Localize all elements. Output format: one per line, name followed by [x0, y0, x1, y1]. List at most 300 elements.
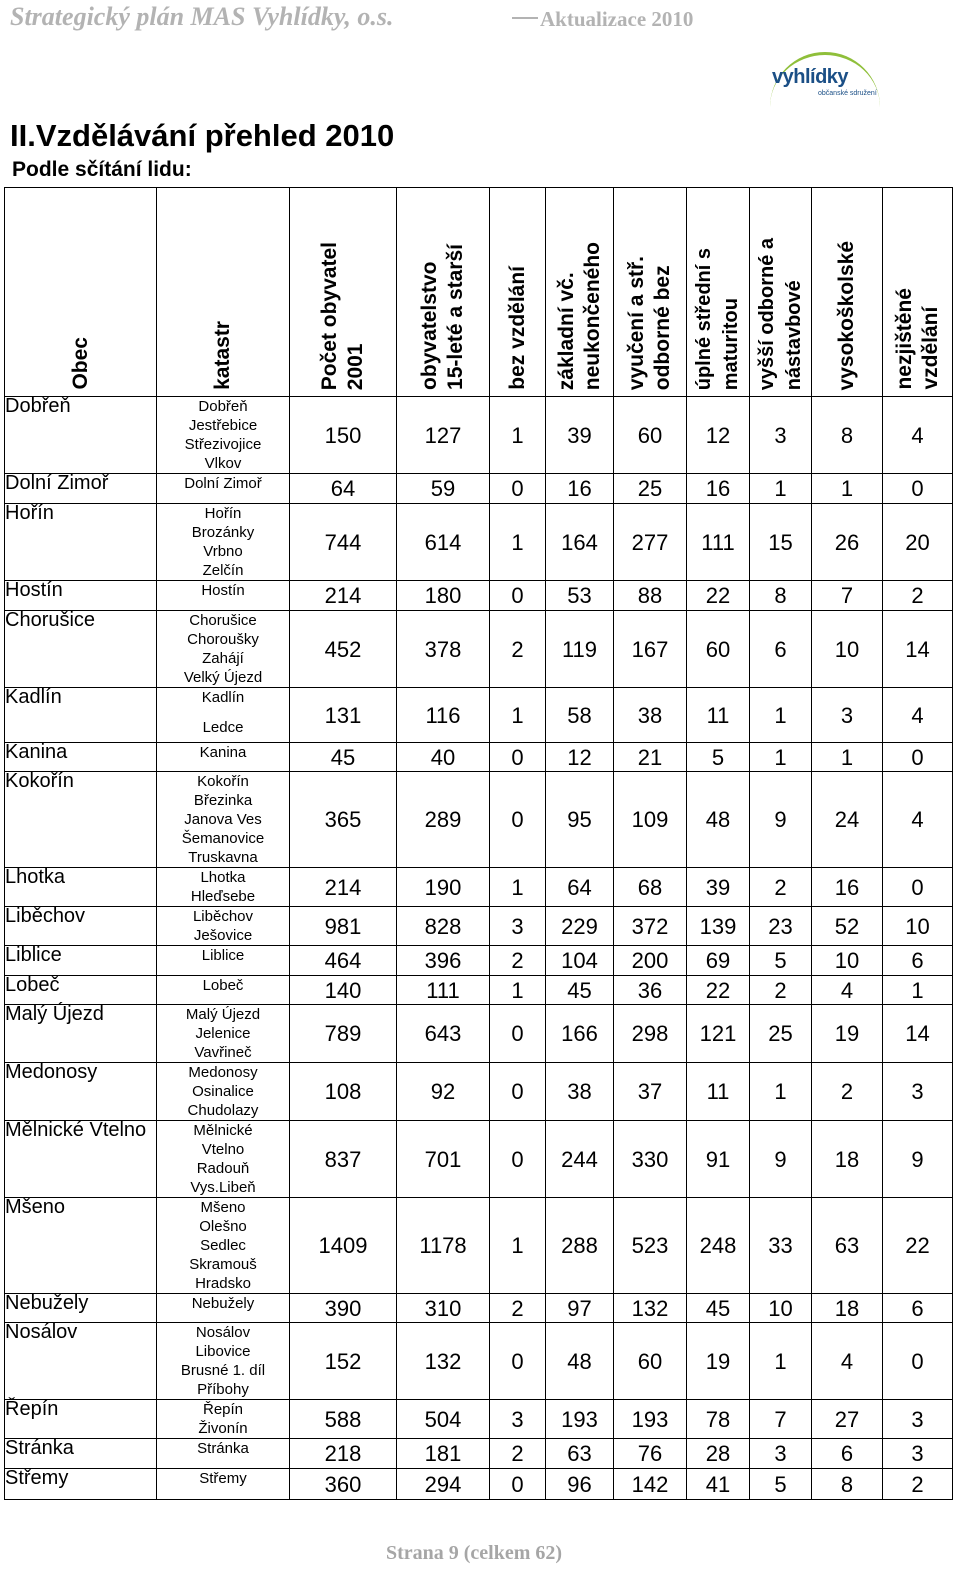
- basic-education-cell: 39: [546, 397, 614, 474]
- obec-cell: Kadlín: [5, 688, 157, 743]
- column-header-secondary: [687, 188, 750, 397]
- higher-vocational-cell: 23: [750, 907, 812, 946]
- header-label: vyšší odborné a nástavbové: [755, 237, 805, 390]
- secondary-maturita-cell: 22: [687, 581, 750, 611]
- vocational-cell: 88: [614, 581, 687, 611]
- adults-15-plus-cell: 40: [397, 743, 490, 772]
- katastr-cell: [157, 1005, 290, 1063]
- katastr-name: Olešno: [199, 1218, 247, 1235]
- obec-cell: Kokořín: [5, 772, 157, 868]
- katastr-name: Živonín: [198, 1420, 248, 1437]
- table-row: [5, 907, 953, 946]
- column-header-adults: [397, 188, 490, 397]
- katastr-cell: [157, 946, 290, 976]
- adults-15-plus-cell: 132: [397, 1323, 490, 1400]
- population-2001-cell: 214: [290, 581, 397, 611]
- no-education-cell: 1: [490, 397, 546, 474]
- higher-vocational-cell: 9: [750, 772, 812, 868]
- katastr-name: Chudolazy: [187, 1102, 259, 1119]
- higher-vocational-cell: 1: [750, 474, 812, 504]
- unknown-education-cell: 10: [883, 907, 953, 946]
- population-2001-cell: 981: [290, 907, 397, 946]
- katastr-cell: [157, 743, 290, 772]
- column-header-higher-vocational: [750, 188, 812, 397]
- obec-cell: Nosálov: [5, 1323, 157, 1400]
- unknown-education-cell: 6: [883, 1294, 953, 1323]
- table-row: [5, 474, 953, 504]
- katastr-name: Šemanovice: [181, 830, 265, 847]
- adults-15-plus-cell: 504: [397, 1400, 490, 1439]
- university-cell: 19: [812, 1005, 883, 1063]
- katastr-name: Brusné 1. díl: [180, 1362, 266, 1379]
- katastr-name: Jestřebice: [188, 417, 258, 434]
- katastr-name: Kanina: [199, 744, 247, 761]
- obec-cell: Hořín: [5, 504, 157, 581]
- logo-tagline: občanské sdružení: [818, 90, 877, 97]
- katastr-cell: [157, 611, 290, 688]
- katastr-cell: [157, 1063, 290, 1121]
- university-cell: 3: [812, 688, 883, 743]
- table-row: [5, 688, 953, 743]
- table-row: [5, 868, 953, 907]
- katastr-name: Mělnické: [193, 1122, 253, 1139]
- basic-education-cell: 164: [546, 504, 614, 581]
- obec-cell: Řepín: [5, 1400, 157, 1439]
- population-2001-cell: 131: [290, 688, 397, 743]
- obec-cell: Mšeno: [5, 1198, 157, 1294]
- population-2001-cell: 360: [290, 1469, 397, 1500]
- obec-cell: Střemy: [5, 1469, 157, 1500]
- katastr-name: Liblice: [201, 947, 245, 964]
- katastr-name: Liběchov: [192, 908, 254, 925]
- obec-cell: Mělnické Vtelno: [5, 1121, 157, 1198]
- unknown-education-cell: 1: [883, 976, 953, 1005]
- population-2001-cell: 218: [290, 1439, 397, 1469]
- population-2001-cell: 588: [290, 1400, 397, 1439]
- university-cell: 1: [812, 474, 883, 504]
- section-subheading: Podle sčítání lidu:: [12, 158, 192, 181]
- katastr-cell: [157, 1400, 290, 1439]
- basic-education-cell: 104: [546, 946, 614, 976]
- vocational-cell: 132: [614, 1294, 687, 1323]
- secondary-maturita-cell: 28: [687, 1439, 750, 1469]
- header-label: základní vč. neukončeného: [554, 241, 604, 390]
- column-header-no-education: [490, 188, 546, 397]
- table-row: [5, 1198, 953, 1294]
- table-row: [5, 1063, 953, 1121]
- vocational-cell: 277: [614, 504, 687, 581]
- katastr-name: Mšeno: [200, 1199, 246, 1216]
- university-cell: 8: [812, 1469, 883, 1500]
- no-education-cell: 0: [490, 772, 546, 868]
- higher-vocational-cell: 3: [750, 397, 812, 474]
- katastr-name: Vavřineč: [194, 1044, 252, 1061]
- no-education-cell: 2: [490, 1294, 546, 1323]
- higher-vocational-cell: 2: [750, 868, 812, 907]
- unknown-education-cell: 4: [883, 772, 953, 868]
- adults-15-plus-cell: 614: [397, 504, 490, 581]
- higher-vocational-cell: 3: [750, 1439, 812, 1469]
- table-row: [5, 504, 953, 581]
- basic-education-cell: 16: [546, 474, 614, 504]
- basic-education-cell: 244: [546, 1121, 614, 1198]
- katastr-cell: [157, 474, 290, 504]
- basic-education-cell: 64: [546, 868, 614, 907]
- table-row: [5, 946, 953, 976]
- katastr-name: Janova Ves: [184, 811, 262, 828]
- secondary-maturita-cell: 121: [687, 1005, 750, 1063]
- logo-name: vyhlídky: [772, 66, 849, 88]
- population-2001-cell: 152: [290, 1323, 397, 1400]
- basic-education-cell: 229: [546, 907, 614, 946]
- section-heading: II.Vzdělávání přehled 2010: [10, 118, 395, 153]
- secondary-maturita-cell: 12: [687, 397, 750, 474]
- table-row: [5, 743, 953, 772]
- obec-cell: Lhotka: [5, 868, 157, 907]
- secondary-maturita-cell: 78: [687, 1400, 750, 1439]
- header-label: úplné střední s maturitou: [693, 247, 742, 390]
- adults-15-plus-cell: 378: [397, 611, 490, 688]
- no-education-cell: 0: [490, 1323, 546, 1400]
- secondary-maturita-cell: 16: [687, 474, 750, 504]
- higher-vocational-cell: 10: [750, 1294, 812, 1323]
- secondary-maturita-cell: 45: [687, 1294, 750, 1323]
- obec-cell: Medonosy: [5, 1063, 157, 1121]
- no-education-cell: 0: [490, 474, 546, 504]
- adults-15-plus-cell: 92: [397, 1063, 490, 1121]
- population-2001-cell: 365: [290, 772, 397, 868]
- obec-cell: Lobeč: [5, 976, 157, 1005]
- population-2001-cell: 108: [290, 1063, 397, 1121]
- adults-15-plus-cell: 396: [397, 946, 490, 976]
- table-row: [5, 1005, 953, 1063]
- katastr-cell: [157, 772, 290, 868]
- population-2001-cell: 789: [290, 1005, 397, 1063]
- education-table: [4, 187, 953, 1500]
- unknown-education-cell: 3: [883, 1439, 953, 1469]
- katastr-name: Ledce: [202, 719, 244, 736]
- vocational-cell: 523: [614, 1198, 687, 1294]
- secondary-maturita-cell: 111: [687, 504, 750, 581]
- no-education-cell: 1: [490, 688, 546, 743]
- katastr-cell: [157, 397, 290, 474]
- no-education-cell: 0: [490, 1469, 546, 1500]
- vocational-cell: 200: [614, 946, 687, 976]
- vocational-cell: 68: [614, 868, 687, 907]
- higher-vocational-cell: 7: [750, 1400, 812, 1439]
- vocational-cell: 193: [614, 1400, 687, 1439]
- university-cell: 4: [812, 1323, 883, 1400]
- no-education-cell: 0: [490, 1063, 546, 1121]
- table-row: [5, 1469, 953, 1500]
- adults-15-plus-cell: 289: [397, 772, 490, 868]
- obec-cell: Malý Újezd: [5, 1005, 157, 1063]
- no-education-cell: 0: [490, 743, 546, 772]
- katastr-name: Radouň: [196, 1160, 250, 1177]
- column-header-basic: [546, 188, 614, 397]
- basic-education-cell: 38: [546, 1063, 614, 1121]
- basic-education-cell: 166: [546, 1005, 614, 1063]
- vocational-cell: 76: [614, 1439, 687, 1469]
- obec-cell: Stránka: [5, 1439, 157, 1469]
- katastr-cell: [157, 504, 290, 581]
- adults-15-plus-cell: 310: [397, 1294, 490, 1323]
- katastr-name: Hleďsebe: [190, 888, 256, 905]
- higher-vocational-cell: 9: [750, 1121, 812, 1198]
- table-row: [5, 611, 953, 688]
- population-2001-cell: 140: [290, 976, 397, 1005]
- higher-vocational-cell: 5: [750, 946, 812, 976]
- table-row: [5, 581, 953, 611]
- no-education-cell: 2: [490, 1439, 546, 1469]
- secondary-maturita-cell: 60: [687, 611, 750, 688]
- adults-15-plus-cell: 1178: [397, 1198, 490, 1294]
- basic-education-cell: 45: [546, 976, 614, 1005]
- document-header-subtitle: Aktualizace 2010: [540, 7, 694, 31]
- katastr-name: Jelenice: [195, 1025, 251, 1042]
- higher-vocational-cell: 25: [750, 1005, 812, 1063]
- adults-15-plus-cell: 180: [397, 581, 490, 611]
- university-cell: 16: [812, 868, 883, 907]
- header-label: vysokoškolské: [835, 240, 858, 390]
- higher-vocational-cell: 5: [750, 1469, 812, 1500]
- no-education-cell: 3: [490, 1400, 546, 1439]
- no-education-cell: 0: [490, 581, 546, 611]
- katastr-name: Libovice: [195, 1343, 251, 1360]
- document-header-title: Strategický plán MAS Vyhlídky, o.s.: [10, 2, 394, 31]
- header-label: obyvatelstvo 15-leté a starší: [418, 244, 467, 390]
- katastr-name: Lhotka: [200, 869, 246, 886]
- adults-15-plus-cell: 116: [397, 688, 490, 743]
- katastr-name: Dobřeň: [198, 398, 248, 415]
- university-cell: 24: [812, 772, 883, 868]
- no-education-cell: 2: [490, 611, 546, 688]
- secondary-maturita-cell: 11: [687, 1063, 750, 1121]
- population-2001-cell: 1409: [290, 1198, 397, 1294]
- vocational-cell: 38: [614, 688, 687, 743]
- column-header-unknown: [883, 188, 953, 397]
- university-cell: 10: [812, 946, 883, 976]
- secondary-maturita-cell: 248: [687, 1198, 750, 1294]
- katastr-name: Skramouš: [189, 1256, 257, 1273]
- column-header-university: [812, 188, 883, 397]
- unknown-education-cell: 0: [883, 868, 953, 907]
- university-cell: 7: [812, 581, 883, 611]
- vocational-cell: 37: [614, 1063, 687, 1121]
- katastr-name: Medonosy: [188, 1064, 258, 1081]
- vocational-cell: 25: [614, 474, 687, 504]
- katastr-name: Kokořín: [197, 773, 249, 790]
- table-row: [5, 1323, 953, 1400]
- university-cell: 27: [812, 1400, 883, 1439]
- katastr-name: Osinalice: [192, 1083, 254, 1100]
- unknown-education-cell: 22: [883, 1198, 953, 1294]
- column-header-obec: [5, 188, 157, 397]
- katastr-name: Hradsko: [195, 1275, 251, 1292]
- vocational-cell: 298: [614, 1005, 687, 1063]
- katastr-cell: [157, 1469, 290, 1500]
- population-2001-cell: 837: [290, 1121, 397, 1198]
- obec-cell: Kanina: [5, 743, 157, 772]
- adults-15-plus-cell: 294: [397, 1469, 490, 1500]
- university-cell: 18: [812, 1121, 883, 1198]
- basic-education-cell: 48: [546, 1323, 614, 1400]
- higher-vocational-cell: 15: [750, 504, 812, 581]
- secondary-maturita-cell: 48: [687, 772, 750, 868]
- katastr-name: Střemy: [199, 1470, 247, 1487]
- katastr-name: Březinka: [193, 792, 253, 809]
- katastr-name: Hostín: [201, 582, 245, 599]
- university-cell: 2: [812, 1063, 883, 1121]
- unknown-education-cell: 3: [883, 1400, 953, 1439]
- basic-education-cell: 119: [546, 611, 614, 688]
- katastr-cell: [157, 1198, 290, 1294]
- column-header-population: [290, 188, 397, 397]
- university-cell: 52: [812, 907, 883, 946]
- katastr-name: Choroušky: [187, 631, 259, 648]
- table-row: [5, 1400, 953, 1439]
- table-row: [5, 1294, 953, 1323]
- basic-education-cell: 193: [546, 1400, 614, 1439]
- higher-vocational-cell: 1: [750, 1323, 812, 1400]
- header-label: bez vzdělání: [505, 266, 529, 390]
- unknown-education-cell: 0: [883, 474, 953, 504]
- adults-15-plus-cell: 127: [397, 397, 490, 474]
- population-2001-cell: 744: [290, 504, 397, 581]
- katastr-name: Vlkov: [204, 455, 242, 472]
- vyhlidky-logo: [760, 52, 890, 102]
- obec-cell: Dolní Zimoř: [5, 474, 157, 504]
- katastr-name: Vys.Libeň: [190, 1179, 256, 1196]
- population-2001-cell: 390: [290, 1294, 397, 1323]
- obec-cell: Nebužely: [5, 1294, 157, 1323]
- vocational-cell: 372: [614, 907, 687, 946]
- column-header-vocational: [614, 188, 687, 397]
- katastr-cell: [157, 1294, 290, 1323]
- university-cell: 63: [812, 1198, 883, 1294]
- unknown-education-cell: 14: [883, 1005, 953, 1063]
- adults-15-plus-cell: 828: [397, 907, 490, 946]
- vocational-cell: 60: [614, 1323, 687, 1400]
- unknown-education-cell: 0: [883, 1323, 953, 1400]
- table-row: [5, 1439, 953, 1469]
- unknown-education-cell: 9: [883, 1121, 953, 1198]
- population-2001-cell: 214: [290, 868, 397, 907]
- university-cell: 10: [812, 611, 883, 688]
- katastr-name: Vrbno: [203, 543, 243, 560]
- table-body: [5, 397, 953, 1500]
- katastr-name: Brozánky: [191, 524, 255, 541]
- higher-vocational-cell: 8: [750, 581, 812, 611]
- population-2001-cell: 150: [290, 397, 397, 474]
- higher-vocational-cell: 33: [750, 1198, 812, 1294]
- secondary-maturita-cell: 91: [687, 1121, 750, 1198]
- adults-15-plus-cell: 190: [397, 868, 490, 907]
- vocational-cell: 60: [614, 397, 687, 474]
- katastr-name: Dolní Zimoř: [184, 475, 262, 492]
- header-label: nezjištěné vzdělání: [892, 288, 942, 390]
- katastr-name: Lobeč: [202, 977, 244, 994]
- adults-15-plus-cell: 111: [397, 976, 490, 1005]
- katastr-name: [157, 707, 289, 718]
- unknown-education-cell: 6: [883, 946, 953, 976]
- katastr-cell: [157, 907, 290, 946]
- katastr-cell: [157, 581, 290, 611]
- katastr-name: Řepín: [202, 1401, 244, 1418]
- no-education-cell: 2: [490, 946, 546, 976]
- basic-education-cell: 96: [546, 1469, 614, 1500]
- katastr-name: Kadlín: [201, 689, 245, 706]
- university-cell: 4: [812, 976, 883, 1005]
- katastr-cell: [157, 688, 290, 743]
- katastr-cell: [157, 868, 290, 907]
- page-footer: Strana 9 (celkem 62): [385, 1542, 563, 1564]
- katastr-name: Truskavna: [188, 849, 258, 866]
- secondary-maturita-cell: 5: [687, 743, 750, 772]
- katastr-name: Zahájí: [202, 650, 244, 667]
- table-row: [5, 397, 953, 474]
- basic-education-cell: 63: [546, 1439, 614, 1469]
- katastr-name: Hořín: [204, 505, 242, 522]
- population-2001-cell: 64: [290, 474, 397, 504]
- header-label: Počet obyvatel 2001: [318, 241, 367, 390]
- university-cell: 18: [812, 1294, 883, 1323]
- university-cell: 26: [812, 504, 883, 581]
- higher-vocational-cell: 2: [750, 976, 812, 1005]
- unknown-education-cell: 2: [883, 1469, 953, 1500]
- katastr-name: Příbohy: [197, 1381, 249, 1398]
- vocational-cell: 167: [614, 611, 687, 688]
- basic-education-cell: 12: [546, 743, 614, 772]
- no-education-cell: 1: [490, 504, 546, 581]
- obec-cell: Liblice: [5, 946, 157, 976]
- header-label: vyučení a stř. odborné bez: [625, 255, 674, 390]
- header-label: katastr: [211, 321, 234, 390]
- higher-vocational-cell: 1: [750, 1063, 812, 1121]
- header-label: Obec: [68, 337, 92, 390]
- population-2001-cell: 452: [290, 611, 397, 688]
- secondary-maturita-cell: 19: [687, 1323, 750, 1400]
- katastr-name: Velký Újezd: [183, 669, 263, 686]
- no-education-cell: 0: [490, 1005, 546, 1063]
- no-education-cell: 3: [490, 907, 546, 946]
- population-2001-cell: 464: [290, 946, 397, 976]
- katastr-name: Ješovice: [193, 927, 253, 944]
- unknown-education-cell: 20: [883, 504, 953, 581]
- population-2001-cell: 45: [290, 743, 397, 772]
- higher-vocational-cell: 1: [750, 688, 812, 743]
- obec-cell: Chorušice: [5, 611, 157, 688]
- obec-cell: Liběchov: [5, 907, 157, 946]
- katastr-name: Malý Újezd: [185, 1006, 261, 1023]
- obec-cell: Hostín: [5, 581, 157, 611]
- no-education-cell: 1: [490, 868, 546, 907]
- unknown-education-cell: 3: [883, 1063, 953, 1121]
- unknown-education-cell: 4: [883, 688, 953, 743]
- katastr-name: Nosálov: [195, 1324, 251, 1341]
- secondary-maturita-cell: 22: [687, 976, 750, 1005]
- column-header-katastr: [157, 188, 290, 397]
- secondary-maturita-cell: 11: [687, 688, 750, 743]
- higher-vocational-cell: 6: [750, 611, 812, 688]
- adults-15-plus-cell: 643: [397, 1005, 490, 1063]
- katastr-cell: [157, 1323, 290, 1400]
- adults-15-plus-cell: 701: [397, 1121, 490, 1198]
- katastr-name: Střezivojice: [184, 436, 262, 453]
- no-education-cell: 1: [490, 1198, 546, 1294]
- table-row: [5, 976, 953, 1005]
- basic-education-cell: 95: [546, 772, 614, 868]
